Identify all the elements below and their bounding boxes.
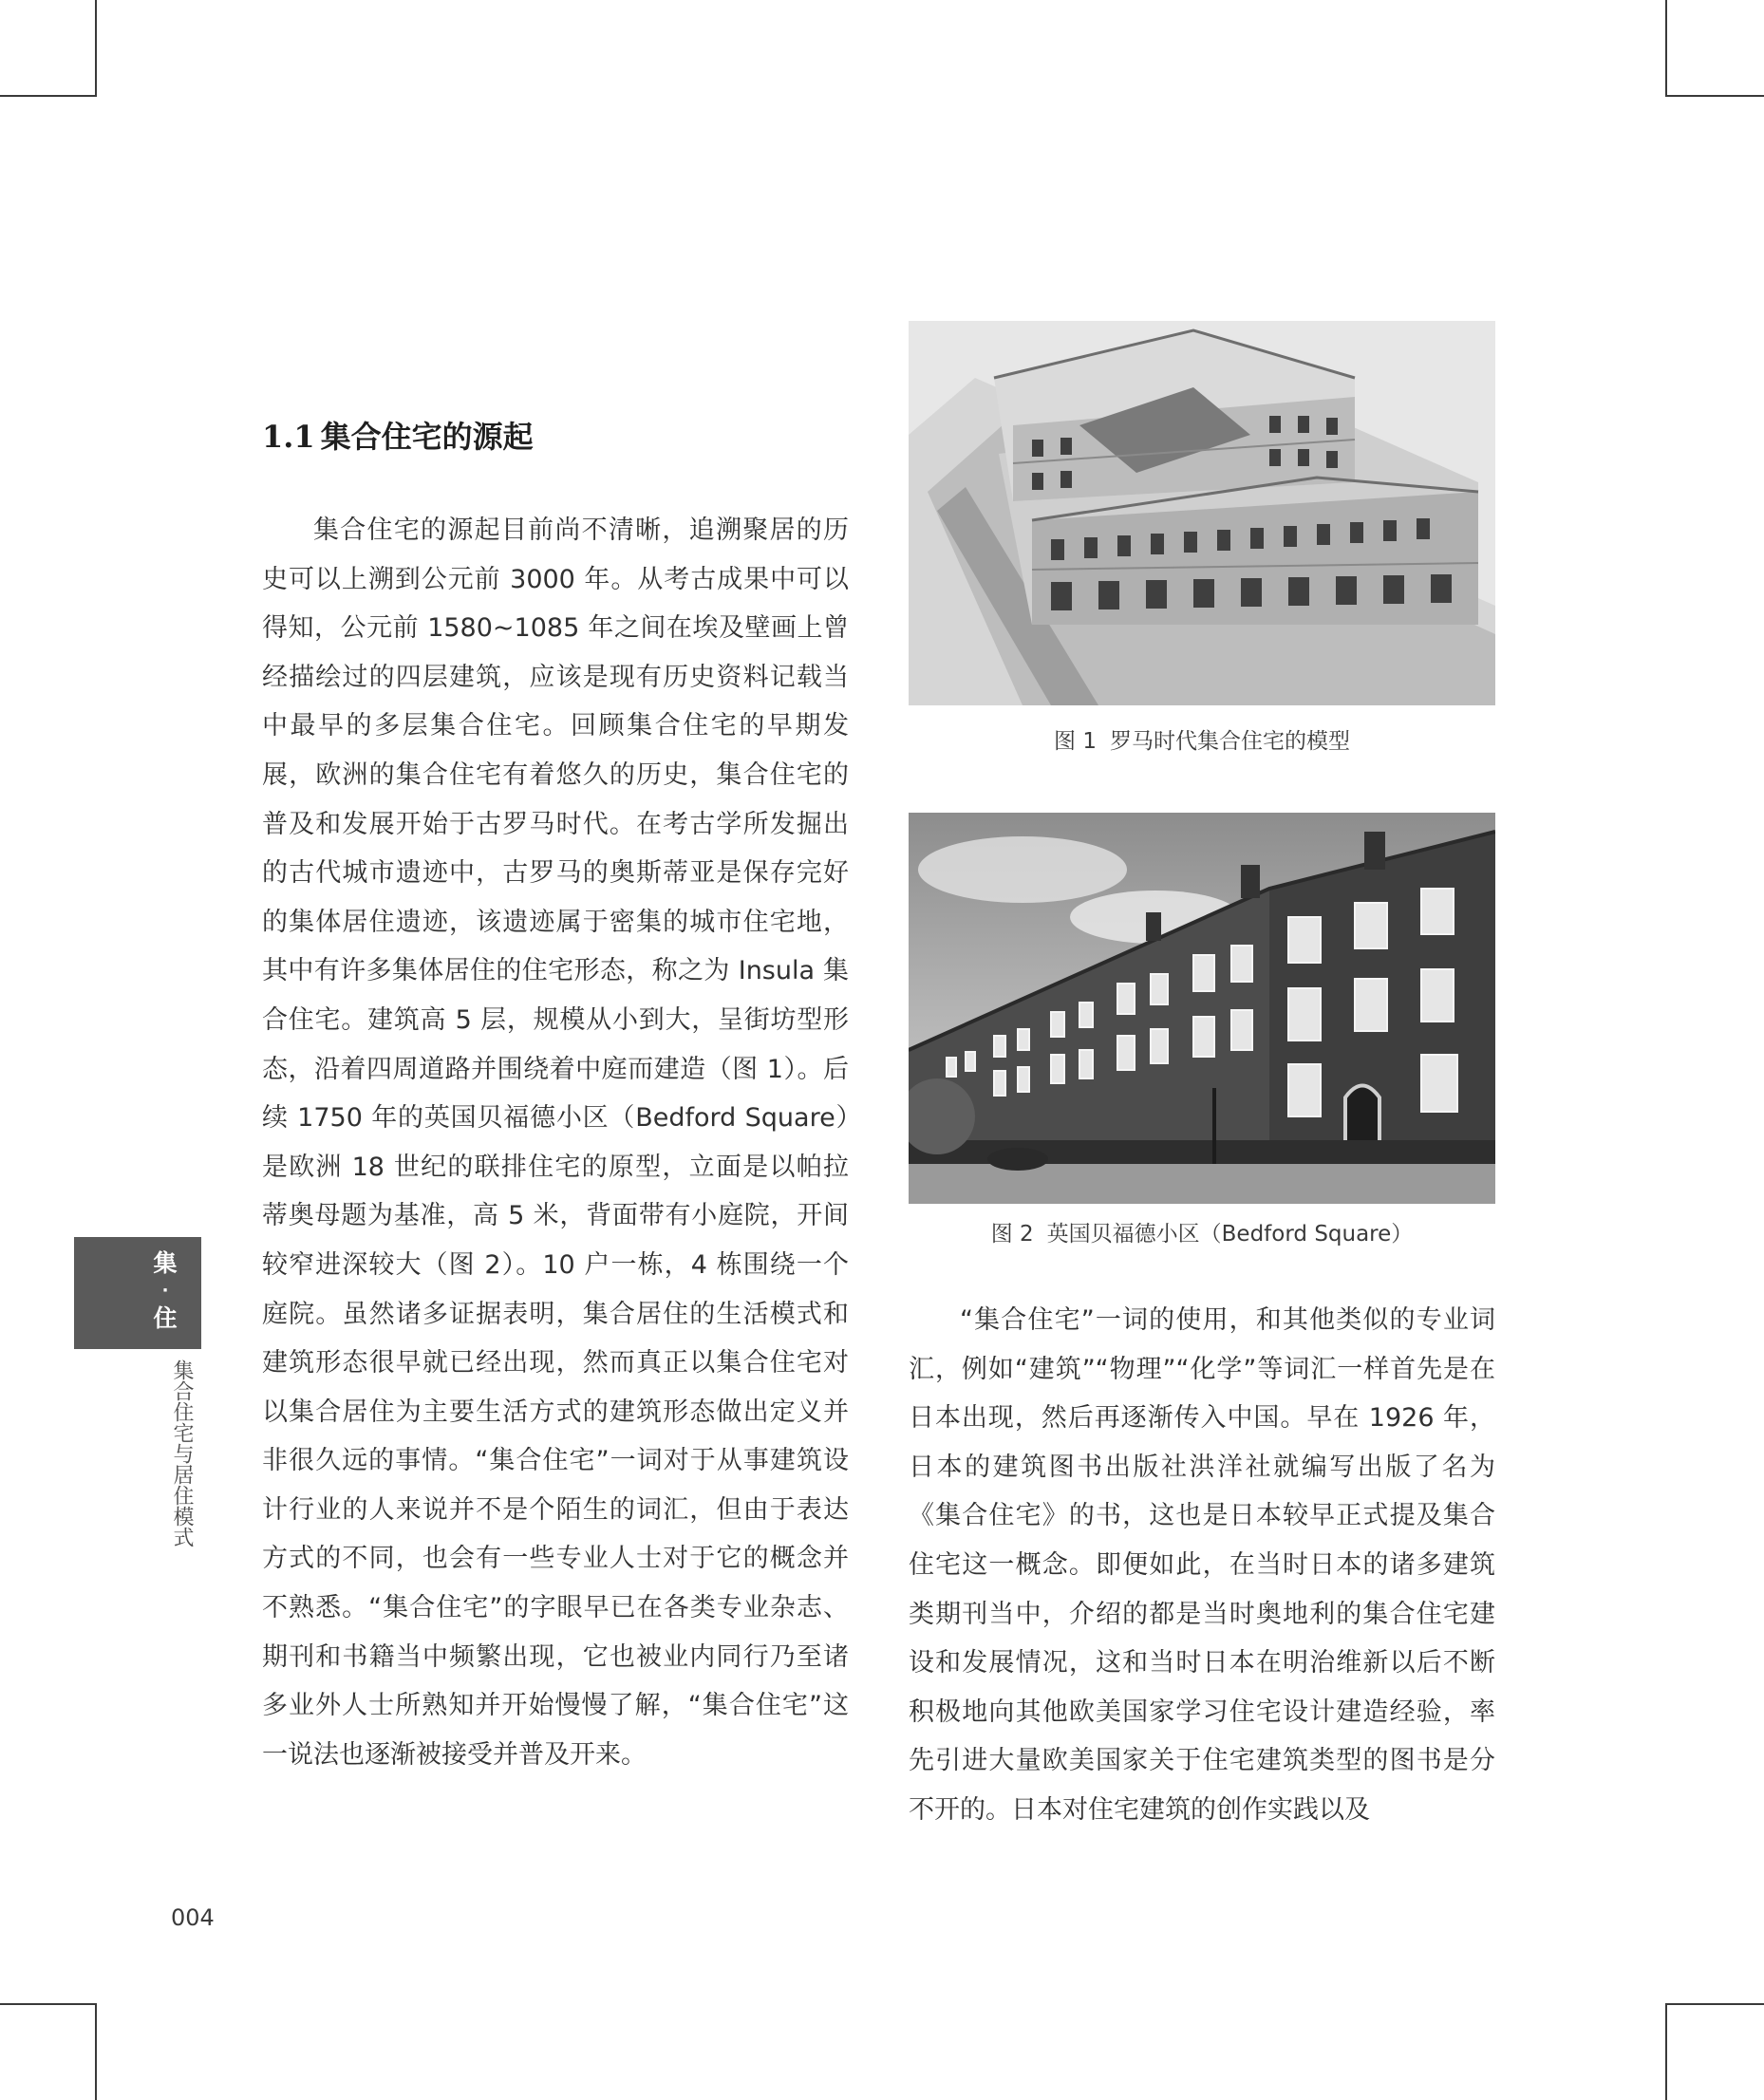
crop-mark-tr-v (1665, 0, 1667, 97)
figure-1-roman-insula-model (909, 321, 1495, 705)
right-text-column (909, 1296, 1495, 1835)
chapter-side-tab-text (152, 1247, 178, 1335)
book-title-vertical: 集合住宅与居住模式 (170, 1359, 194, 1547)
crop-mark-tl-h (0, 95, 97, 97)
side-tab-char-1: 集 (153, 1249, 178, 1277)
crop-mark-tr-h (1667, 95, 1764, 97)
body-paragraph-right: “集合住宅”一词的使用，和其他类似的专业词汇，例如“建筑”“物理”“化学”等词汇一样首先是在日本出现，然后再逐渐传入中国。早在 1926 年，日本的建筑图书出版社洪洋社就编写出版了名为《集合住宅》的书，这也是日本较早正式提及集合住宅这一概念。即便如此，在当时日本的诸多建筑类期刊当中，介绍的都是当时奥地利的集合住宅建设和发展情况，这和当时日本在明治维新以后不断积极地向其他欧美国家学习住宅设计建造经验，率先引进大量欧美国家关于住宅建筑类型的图书是分不开的。日本对住宅建筑的创作实践以及 (909, 1305, 1495, 1825)
page-number: 004 (171, 1904, 215, 1931)
crop-mark-br-h (1667, 2003, 1764, 2005)
figure-1-number: 图 1 (1054, 729, 1097, 754)
crop-mark-bl-h (0, 2003, 97, 2005)
figure-2-number: 图 2 (990, 1222, 1034, 1247)
side-tab-dot: · (161, 1281, 169, 1301)
crop-mark-bl-v (95, 2003, 97, 2100)
figure-2-caption (909, 1219, 1495, 1249)
figure-1-caption (909, 726, 1495, 757)
crop-mark-br-v (1665, 2003, 1667, 2100)
section-title: 集合住宅的源起 (320, 419, 534, 455)
crop-mark-tl-v (95, 0, 97, 97)
body-paragraph-left: 集合住宅的源起目前尚不清晰，追溯聚居的历史可以上溯到公元前 3000 年。从考古成果中可以得知，公元前 1580~1085 年之间在埃及壁画上曾经描绘过的四层建筑，应该是现有历史资料记载当中最早的多层集合住宅。回顾集合住宅的早期发展，欧洲的集合住宅有着悠久的历史，集合住宅的普及和发展开始于古罗马时代。在考古学所发掘出的古代城市遗迹中，古罗马的奥斯蒂亚是保存完好的集体居住遗迹，该遗迹属于密集的城市住宅地，其中有许多集体居住的住宅形态，称之为 Insula 集合住宅。建筑高 5 层，规模从小到大，呈街坊型形态，沿着四周道路并围绕着中庭而建造（图 1）。后续 1750 年的英国贝福德小区（Bedford Square）是欧洲 18 世纪的联排住宅的原型，立面是以帕拉蒂奥母题为基准，高 5 米，背面带有小庭院，开间较窄进深较大（图 2）。10 户一栋，4 栋围绕一个庭院。虽然诸多证据表明，集合居住的生活模式和建筑形态很早就已经出现，然而真正以集合住宅对以集合居住为主要生活方式的建筑形态做出定义并非很久远的事情。“集合住宅”一词对于从事建筑设计行业的人来说并不是个陌生的词汇，但由于表达方式的不同，也会有一些专业人士对于它的概念并不熟悉。“集合住宅”的字眼早已在各类专业杂志、期刊和书籍当中频繁出现，它也被业内同行乃至诸多业外人士所熟知并开始慢慢了解，“集合住宅”这一说法也逐渐被接受并普及开来。 (262, 516, 849, 1770)
left-text-column (262, 506, 849, 1779)
section-heading (262, 414, 534, 459)
section-number: 1.1 (262, 419, 315, 455)
chapter-side-tab (74, 1237, 201, 1349)
figure-2-caption-text: 英国贝福德小区（Bedford Square） (1046, 1222, 1414, 1247)
figure-2-bedford-square-photo (909, 813, 1495, 1204)
figure-1-caption-text: 罗马时代集合住宅的模型 (1109, 729, 1350, 754)
side-tab-char-2: 住 (153, 1304, 178, 1332)
